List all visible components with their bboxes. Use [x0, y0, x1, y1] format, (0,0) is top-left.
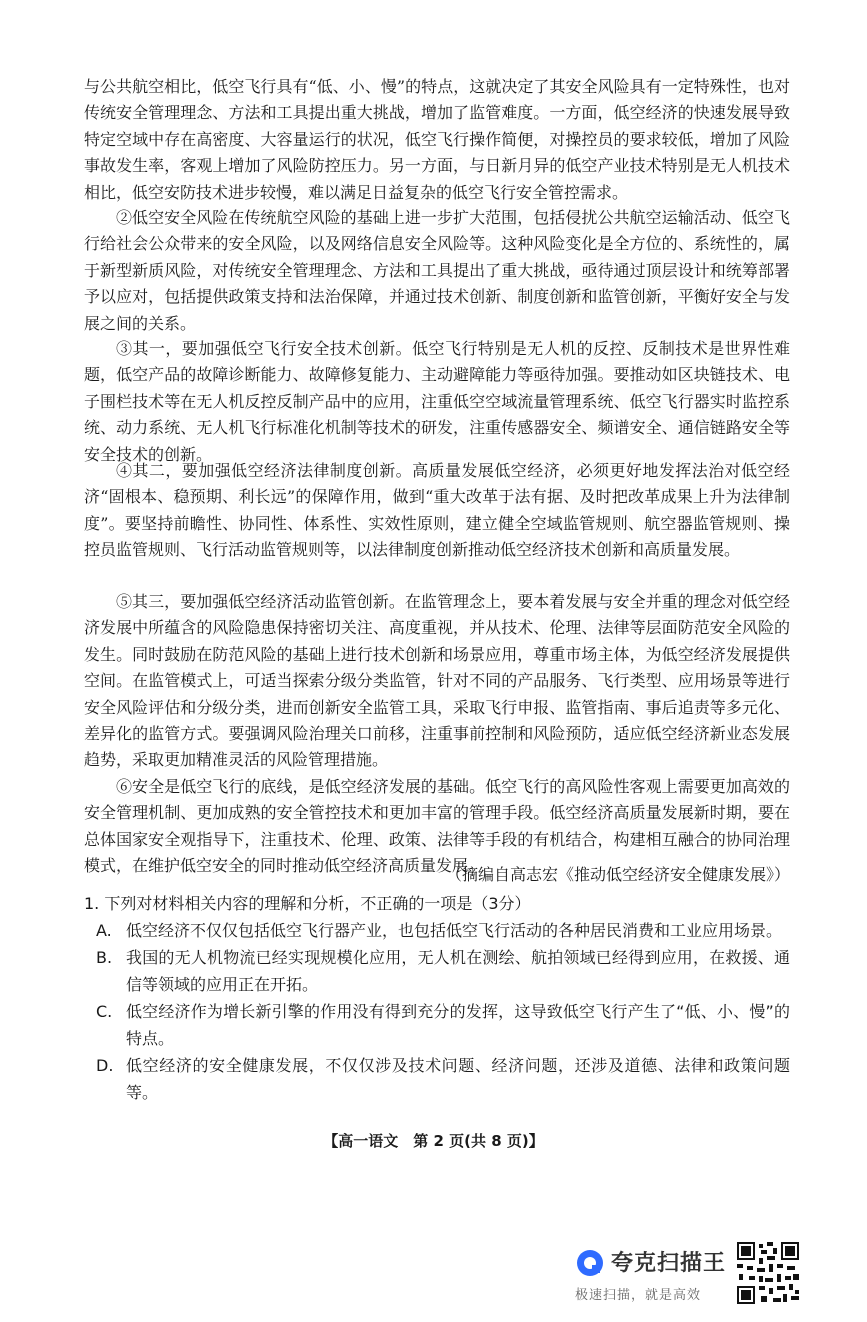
option-text: 低空经济作为增长新引擎的作用没有得到充分的发挥，这导致低空飞行产生了“低、小、慢”的特点。	[126, 1002, 790, 1048]
scanner-watermark	[575, 1238, 805, 1312]
option-b	[84, 944, 790, 998]
option-letter: A.	[96, 921, 112, 940]
option-letter: B.	[96, 948, 113, 967]
quark-logo-icon	[575, 1248, 605, 1278]
option-letter: D.	[96, 1056, 114, 1075]
answer-options	[84, 917, 790, 1106]
option-a	[84, 917, 790, 944]
option-letter: C.	[96, 1002, 113, 1021]
paragraph-3: ③其一，要加强低空飞行安全技术创新。低空飞行特别是无人机的反控、反制技术是世界性难题，低空产品的故障诊断能力、故障修复能力、主动避障能力等亟待加强。要推动如区块链技术、电子围栏技术等在无人机反控反制产品中的应用，注重低空空域流量管理系统、低空飞行器实时监控系统、动力系统、无人机飞行标准化机制等技术的研发，注重传感器安全、频谱安全、通信链路安全等安全技术的创新。	[84, 339, 790, 464]
option-d	[84, 1052, 790, 1106]
paragraph-5: ⑤其三，要加强低空经济活动监管创新。在监管理念上，要本着发展与安全并重的理念对低空经济发展中所蕴含的风险隐患保持密切关注、高度重视，并从技术、伦理、法律等层面防范安全风险的发生。同时鼓励在防范风险的基础上进行技术创新和场景应用，尊重市场主体，为低空经济发展提供空间。在监管模式上，可适当探索分级分类监管，针对不同的产品服务、飞行类型、应用场景等进行安全风险评估和分级分类，进而创新安全监管工具，采取飞行申报、监管指南、事后追责等多元化、差异化的监管方式。要强调风险治理关口前移，注重事前控制和风险预防，适应低空经济新业态发展趋势，采取更加精准灵活的风险管理措施。	[84, 592, 790, 770]
option-text: 低空经济不仅仅包括低空飞行器产业，也包括低空飞行活动的各种居民消费和工业应用场景。	[126, 921, 783, 940]
option-c	[84, 998, 790, 1052]
paragraph-6: ⑥安全是低空飞行的底线，是低空经济发展的基础。低空飞行的高风险性客观上需要更加高效的安全管理机制、更加成熟的安全管控技术和更加丰富的管理手段。低空经济高质量发展新时期，要在总体国家安全观指导下，注重技术、伦理、政策、法律等手段的有机结合，构建相互融合的协同治理模式，在维护低空安全的同时推动低空经济高质量发展。	[84, 777, 790, 876]
source-citation: （摘编自高志宏《推动低空经济安全健康发展》）	[445, 865, 790, 884]
question-stem: 1. 下列对材料相关内容的理解和分析，不正确的一项是（3分）	[84, 894, 531, 913]
paragraph-1-continued: 与公共航空相比，低空飞行具有“低、小、慢”的特点，这就决定了其安全风险具有一定特殊性，也对传统安全管理理念、方法和工具提出重大挑战，增加了监管难度。一方面，低空经济的快速发展导致特定空域中存在高密度、大容量运行的状况，低空飞行操作简便，对操控员的要求较低，增加了风险事故发生率，客观上增加了风险防控压力。另一方面，与日新月异的低空产业技术特别是无人机技术相比，低空安防技术进步较慢，难以满足日益复杂的低空飞行安全管控需求。	[84, 77, 790, 202]
option-text: 我国的无人机物流已经实现规模化应用，无人机在测绘、航拍领域已经得到应用，在救援、通信等领域的应用正在开拓。	[126, 948, 790, 994]
paragraph-4: ④其二，要加强低空经济法律制度创新。高质量发展低空经济，必须更好地发挥法治对低空经济“固根本、稳预期、利长远”的保障作用，做到“重大改革于法有据、及时把改革成果上升为法律制度”。要坚持前瞻性、协同性、体系性、实效性原则，建立健全空域监管规则、航空器监管规则、操控员监管规则、飞行活动监管规则等，以法律制度创新推动低空经济技术创新和高质量发展。	[84, 461, 790, 560]
watermark-tagline: 极速扫描，就是高效	[575, 1288, 702, 1303]
page-footer: 【高一语文 第 2 页(共 8 页)】	[323, 1132, 544, 1150]
option-text: 低空经济的安全健康发展，不仅仅涉及技术问题、经济问题，还涉及道德、法律和政策问题等。	[126, 1056, 790, 1102]
watermark-title: 夸克扫描王	[611, 1251, 727, 1276]
qr-code-icon	[735, 1240, 801, 1306]
paragraph-2: ②低空安全风险在传统航空风险的基础上进一步扩大范围，包括侵扰公共航空运输活动、低空飞行给社会公众带来的安全风险，以及网络信息安全风险等。这种风险变化是全方位的、系统性的，属于新型新质风险，对传统安全管理理念、方法和工具提出了重大挑战，亟待通过顶层设计和统筹部署予以应对，包括提供政策支持和法治保障，并通过技术创新、制度创新和监管创新，平衡好安全与发展之间的关系。	[84, 208, 790, 333]
